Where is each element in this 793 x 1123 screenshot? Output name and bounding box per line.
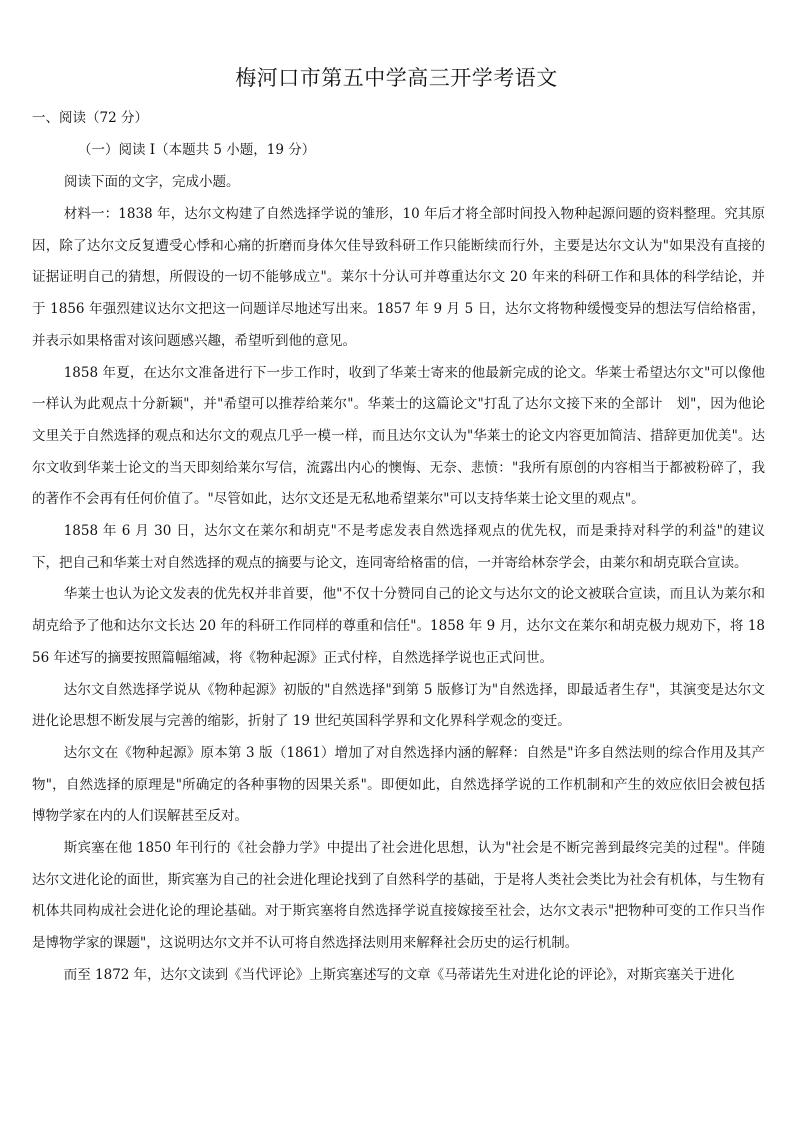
paragraph: 1858 年 6 月 30 日，达尔文在莱尔和胡克"不是考虑发表自然选择观点的优先权，而是秉持对科学的利益"的建议下，把自己和华莱士对自然选择的观点的摘要与论文，连同寄给格雷的信，一并寄给林奈学会，由莱尔和胡克联合宣读。 bbox=[32, 523, 765, 571]
paragraph: 达尔文自然选择学说从《物种起源》初版的"自然选择"到第 5 版修订为"自然选择，即最适者生存"，其演变是达尔文进化论思想不断发展与完善的缩影，折射了 19 世纪英国科学界和文化界科学观念的变迁。 bbox=[32, 681, 765, 730]
paragraph: 而至 1872 年，达尔文读到《当代评论》上斯宾塞述写的文章《马蒂诺先生对进化论的评论》，对斯宾塞关于进化 bbox=[63, 966, 735, 983]
reading-passage bbox=[32, 199, 765, 992]
instruction-text: 阅读下面的文字，完成小题。 bbox=[64, 174, 240, 190]
paragraph: 华莱士也认为论文发表的优先权并非首要，他"不仅十分赞同自己的论文与达尔文的论文被联合宣读，而且认为莱尔和胡克给予了他和达尔文长达 20 年的科研工作同样的尊重和信任"。1858 年 9 月，达尔文在莱尔和胡克极力规劝下，将 1856 年述写的摘要按照篇幅缩减，将《物种起源》正式付梓，自然选择学说也正式问世。 bbox=[32, 586, 765, 666]
subsection-heading: （一）阅读 I（本题共 5 小题，19 分） bbox=[78, 142, 316, 158]
paragraph: 1858 年夏，在达尔文准备进行下一步工作时，收到了华莱士寄来的他最新完成的论文。华莱士希望达尔文"可以像他一样认为此观点十分新颖"，并"希望可以推荐给莱尔"。华莱士的这篇论文"打乱了达尔文接下来的全部计 划"，因为他论文里关于自然选择的观点和达尔文的观点几乎一模一样，而且达尔文认为"华莱士的论文内容更加简洁、措辞更加优美"。达尔文收到华莱士论文的当天即刻给莱尔写信，流露出内心的懊悔、无奈、悲愤："我所有原创的内容相当于都被粉碎了，我的著作不会再有任何价值了。"尽管如此，达尔文还是无私地希望莱尔"可以支持华莱士论文里的观点"。 bbox=[32, 364, 765, 508]
paragraph: 材料一：1838 年，达尔文构建了自然选择学说的雏形，10 年后才将全部时间投入物种起源问题的资料整理。究其原因，除了达尔文反复遭受心悸和心痛的折磨而身体欠佳导致科研工作只能断续而行外，主要是达尔文认为"如果没有直接的证据证明自己的猜想，所假设的一切不能够成立"。莱尔十分认可并尊重达尔文 20 年来的科研工作和具体的科学结论，并于 1856 年强烈建议达尔文把这一问题详尽地述写出来。1857 年 9 月 5 日，达尔文将物种缓慢变异的想法写信给格雷，并表示如果格雷对该问题感兴趣，希望听到他的意见。 bbox=[32, 206, 765, 349]
page-title: 梅河口市第五中学高三开学考语文 bbox=[235, 66, 558, 90]
paragraph: 斯宾塞在他 1850 年刊行的《社会静力学》中提出了社会进化思想，认为"社会是不断完善到最终完美的过程"。伴随达尔文进化论的面世，斯宾塞为自己的社会进化理论找到了自然科学的基础，于是将人类社会类比为社会有机体，与生物有机体共同构成社会进化论的理论基础。对于斯宾塞将自然选择学说直接嫁接至社会，达尔文表示"把物种可变的工作只当作是博物学家的课题"，这说明达尔文并不认可将自然选择法则用来解释社会历史的运行机制。 bbox=[32, 840, 765, 952]
section-heading: 一、阅读（72 分） bbox=[32, 110, 148, 126]
paragraph: 达尔文在《物种起源》原本第 3 版（1861）增加了对自然选择内涵的解释：自然是"许多自然法则的综合作用及其产物"，自然选择的原理是"所确定的各种事物的因果关系"。即便如此，自然选择学说的工作机制和产生的效应依旧会被包括博物学家在内的人们误解甚至反对。 bbox=[32, 744, 765, 825]
